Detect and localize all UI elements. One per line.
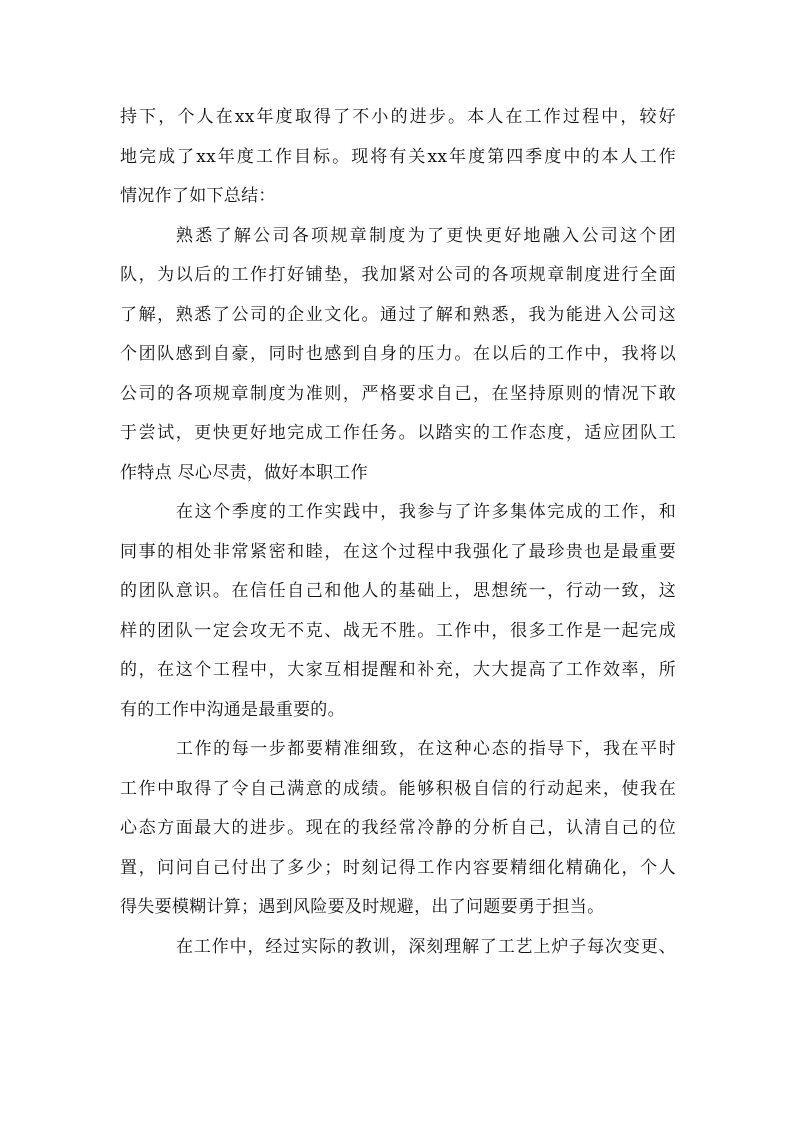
text-line: 公司的各项规章制度为准则，严格要求自己，在坚持原则的情况下敢 <box>120 383 676 404</box>
text-line: 得失要模糊计算；遇到风险要及时规避，出了问题要勇于担当。 <box>120 897 605 917</box>
text-line: 同事的相处非常紧密和睦，在这个过程中我强化了最珍贵也是最重要 <box>120 541 676 562</box>
paragraph <box>120 928 676 968</box>
text-line: 样的团队一定会攻无不克、战无不胜。工作中，很多工作是一起完成 <box>120 620 676 641</box>
text-line: 在这个季度的工作实践中，我参与了许多集体完成的工作，和 <box>176 502 676 522</box>
text-line: 个团队感到自豪，同时也感到自身的压力。在以后的工作中，我将以 <box>120 344 676 364</box>
text-line: 情况作了如下总结： <box>120 186 276 206</box>
text-line: 了解，熟悉了公司的企业文化。通过了解和熟悉，我为能进入公司这 <box>120 304 676 325</box>
text-line: 的，在这个工程中，大家互相提醒和补充，大大提高了工作效率，所 <box>120 660 676 680</box>
text-line: 持下，个人在xx年度取得了不小的进步。本人在工作过程中，较好 <box>120 107 676 127</box>
text-line: 心态方面最大的进步。现在的我经常冷静的分析自己，认清自己的位 <box>120 818 676 838</box>
text-line: 在工作中，经过实际的教训，深刻理解了工艺上炉子每次变更、 <box>176 936 676 957</box>
paragraph <box>120 98 676 217</box>
text-line: 工作的每一步都要精准细致，在这种心态的指导下，我在平时 <box>176 739 676 759</box>
paragraph <box>120 493 676 730</box>
text-line: 有的工作中沟通是最重要的。 <box>120 699 345 720</box>
text-line: 置，问问自己付出了多少；时刻记得工作内容要精细化精确化，个人 <box>120 857 676 878</box>
text-line: 的团队意识。在信任自己和他人的基础上，思想统一，行动一致，这 <box>120 581 676 601</box>
text-line: 于尝试，更快更好地完成工作任务。以踏实的工作态度，适应团队工 <box>120 423 676 443</box>
paragraph <box>120 217 676 494</box>
document-body <box>120 98 676 967</box>
text-line: 队，为以后的工作打好铺垫，我加紧对公司的各项规章制度进行全面 <box>120 265 676 285</box>
paragraph <box>120 730 676 928</box>
text-line: 地完成了xx年度工作目标。现将有关xx年度第四季度中的本人工作 <box>120 146 676 167</box>
text-line: 作特点 尽心尽责，做好本职工作 <box>120 462 368 483</box>
text-line: 熟悉了解公司各项规章制度为了更快更好地融入公司这个团 <box>176 225 676 246</box>
text-line: 工作中取得了令自己满意的成绩。能够积极自信的行动起来，使我在 <box>120 778 676 799</box>
